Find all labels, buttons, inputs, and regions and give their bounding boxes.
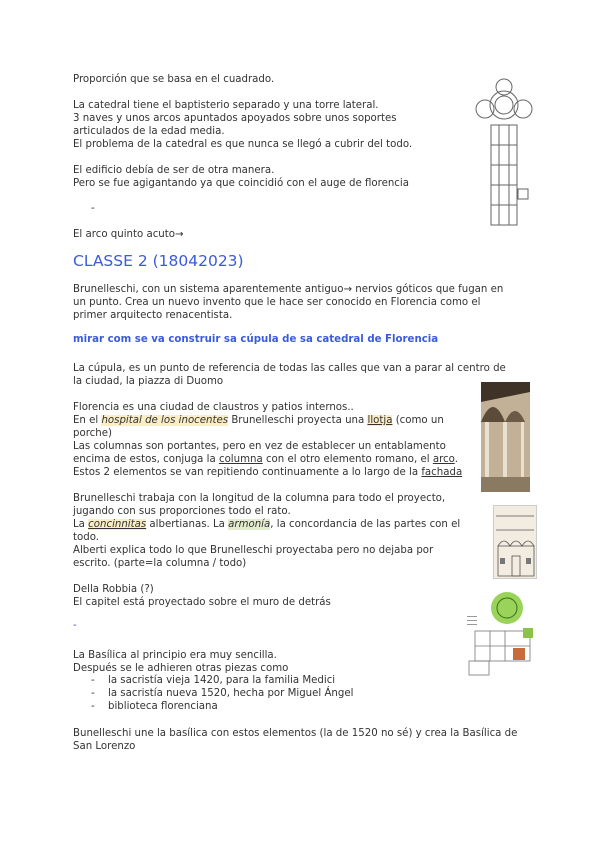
text-line: todo. (73, 532, 99, 543)
text-line: El edificio debía de ser de otra manera. (73, 165, 275, 176)
list-dash: - (73, 620, 77, 631)
text-line: San Lorenzo (73, 741, 136, 752)
text-line: Brunelleschi trabaja con la longitud de la columna para todo el proyecto, (73, 493, 446, 504)
text-span: Brunelleschi proyecta una (228, 415, 368, 426)
text-line: Las columnas son portantes, pero en vez de establecer un entablamento (73, 441, 446, 452)
underlined-term: arco (432, 454, 455, 465)
text-span: En el (73, 415, 102, 426)
list-bullet: - (91, 701, 95, 712)
text-line (73, 414, 444, 427)
text-span: La (73, 519, 89, 530)
underlined-term: fachada (421, 467, 463, 478)
text-line (73, 453, 458, 466)
text-line: porche) (73, 428, 112, 439)
loggia-photo (481, 382, 530, 492)
text-line: Alberti explica todo lo que Brunelleschi proyectaba pero no dejaba por (73, 545, 434, 556)
text-span: albertianas. La (146, 519, 229, 530)
section-heading: CLASSE 2 (18042023) (73, 252, 244, 270)
text-line: primer arquitecto renacentista. (73, 310, 233, 321)
highlighted-term: armonía (228, 519, 271, 530)
highlighted-term: concinnitas (88, 519, 147, 530)
text-span: , la concordancia de las partes con el (270, 519, 461, 530)
text-line: El capitel está proyectado sobre el muro de detrás (73, 597, 331, 608)
text-line: escrito. (parte=la columna / todo) (73, 558, 247, 569)
text-line: Brunelleschi, con un sistema aparentemente antiguo→ nervios góticos que fugan en (73, 284, 504, 295)
underlined-term: columna (218, 454, 263, 465)
text-line: Florencia es una ciudad de claustros y patios internos.. (73, 402, 354, 413)
list-item: la sacristía vieja 1420, para la familia Medici (108, 675, 336, 686)
list-bullet: - (91, 675, 95, 686)
san-lorenzo-plan (465, 586, 535, 678)
cathedral-plan-image (473, 77, 535, 232)
text-line: Después se le adhieren otras piezas como (73, 663, 289, 674)
list-bullet: - (91, 688, 95, 699)
text-line (73, 518, 460, 531)
cupola-link[interactable]: mirar com se va construir sa cúpula de sa catedral de Florencia (73, 334, 439, 345)
list-dash: - (91, 203, 95, 214)
highlighted-term: llotja (367, 415, 393, 426)
text-line: Pero se fue agigantando ya que coincidió con el auge de florencia (73, 178, 409, 189)
text-line: 3 naves y unos arcos apuntados apoyados sobre unos soportes (73, 113, 397, 124)
text-line: articulados de la edad media. (73, 126, 225, 137)
text-line: La Basílica al principio era muy sencilla. (73, 650, 277, 661)
text-line: El problema de la catedral es que nunca se llegó a cubrir del todo. (73, 139, 413, 150)
text-line: Bunelleschi une la basílica con estos elementos (la de 1520 no sé) y crea la Basílica de (73, 728, 518, 739)
list-item: la sacristía nueva 1520, hecha por Miguel Ángel (108, 688, 354, 699)
text-span: con el otro elemento romano, el (262, 454, 433, 465)
text-line: jugando con sus proporciones todo el rato. (73, 506, 291, 517)
text-line: El arco quinto acuto→ (73, 229, 184, 240)
text-line: La catedral tiene el baptisterio separado y una torre lateral. (73, 100, 379, 111)
text-span: . (454, 454, 458, 465)
text-line: La cúpula, es un punto de referencia de todas las calles que van a parar al centro de (73, 363, 506, 374)
text-line: un punto. Crea un nuevo invento que le hace ser conocido en Florencia como el (73, 297, 481, 308)
highlighted-term: hospital de los inocentes (101, 415, 229, 426)
text-line: Proporción que se basa en el cuadrado. (73, 74, 275, 85)
facade-drawing (493, 505, 537, 579)
text-line (73, 466, 462, 479)
text-span: encima de estos, conjuga la (73, 454, 219, 465)
text-span: Estos 2 elementos se van repitiendo continuamente a lo largo de la (73, 467, 422, 478)
text-line: la ciudad, la piazza di Duomo (73, 376, 224, 387)
text-line: Della Robbia (?) (73, 584, 154, 595)
list-item: biblioteca florenciana (108, 701, 218, 712)
text-span: (como un (392, 415, 444, 426)
